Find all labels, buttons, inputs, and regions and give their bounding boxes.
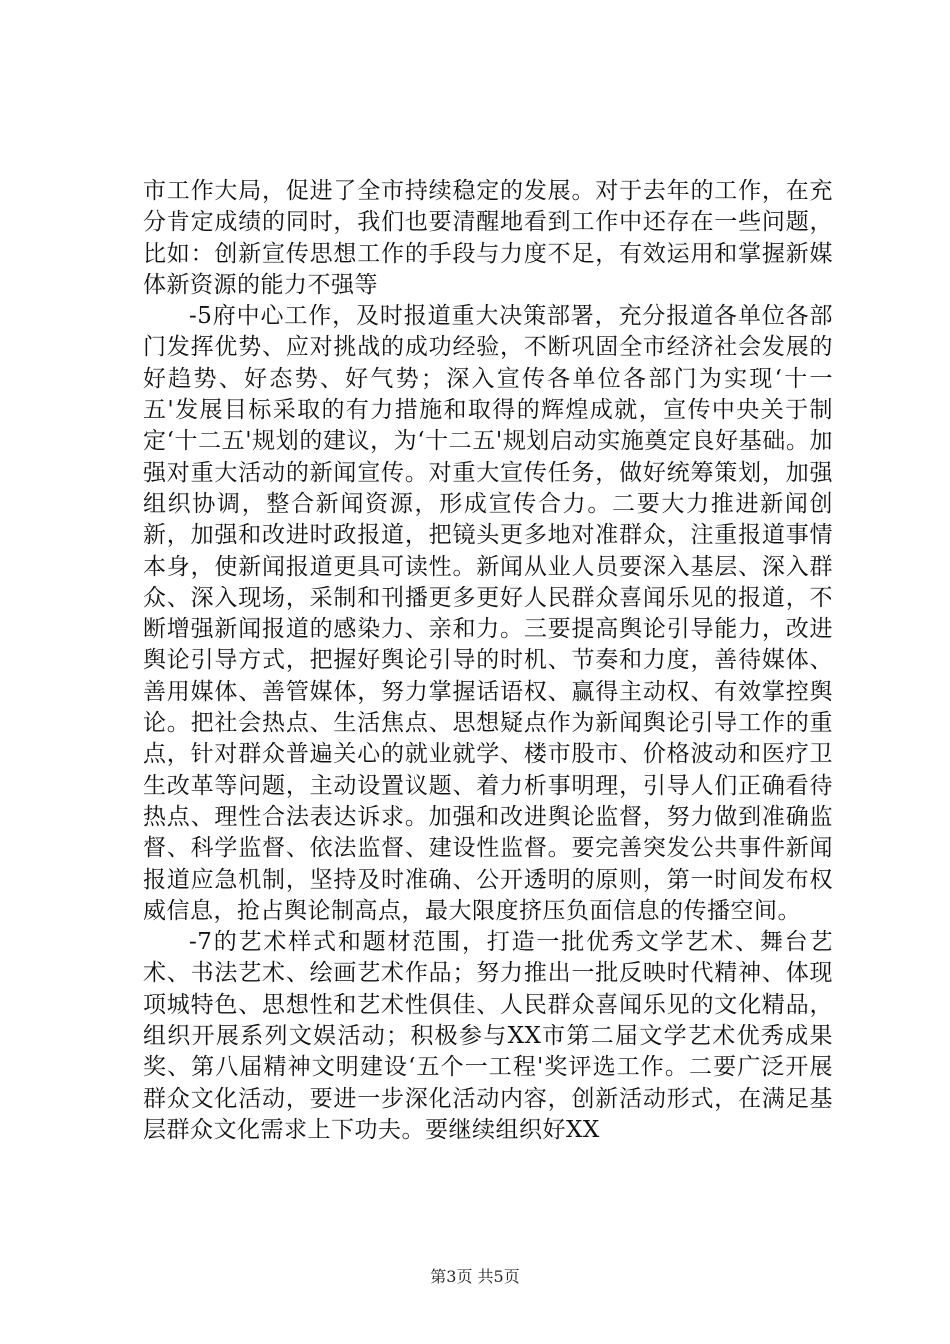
paragraph-1: 市工作大局，促进了全市持续稳定的发展。对于去年的工作，在充分肯定成绩的同时，我们也要清醒地看到工作中还存在一些问题，比如：创新宣传思想工作的手段与力度不足，有效运用和掌握新媒体新资源的能力不强等 (143, 178, 833, 298)
paragraph-3: -7的艺术样式和题材范围，打造一批优秀文学艺术、舞台艺术、书法艺术、绘画艺术作品；努力推出一批反映时代精神、体现项城特色、思想性和艺术性俱佳、人民群众喜闻乐见的文化精品，组织开展系列文娱活动；积极参与XX市第二届文学艺术优秀成果奖、第八届精神文明建设‘五个一工程'奖评选工作。二要广泛开展群众文化活动，要进一步深化活动内容，创新活动形式，在满足基层群众文化需求上下功夫。要继续组织好XX (143, 929, 833, 1143)
body-text (143, 176, 833, 1146)
page-number: 第3页 共5页 (430, 1267, 520, 1286)
paragraph-2: -5府中心工作，及时报道重大决策部署，充分报道各单位各部门发挥优势、应对挑战的成功经验，不断巩固全市经济社会发展的好趋势、好态势、好气势；深入宣传各单位各部门为实现‘十一五'发展目标采取的有力措施和取得的辉煌成就，宣传中央关于制定‘十二五'规划的建议，为‘十二五'规划启动实施奠定良好基础。加强对重大活动的新闻宣传。对重大宣传任务，做好统筹策划，加强组织协调，整合新闻资源，形成宣传合力。二要大力推进新闻创新，加强和改进时政报道，把镜头更多地对准群众，注重报道事情本身，使新闻报道更具可读性。新闻从业人员要深入基层、深入群众、深入现场，采制和刊播更多更好人民群众喜闻乐见的报道，不断增强新闻报道的感染力、亲和力。三要提高舆论引导能力，改进舆论引导方式，把握好舆论引导的时机、节奏和力度，善待媒体、善用媒体、善管媒体，努力掌握话语权、赢得主动权、有效掌控舆论。把社会热点、生活焦点、思想疑点作为新闻舆论引导工作的重点，针对群众普遍关心的就业就学、楼市股市、价格波动和医疗卫生改革等问题，主动设置议题、着力析事明理，引导人们正确看待热点、理性合法表达诉求。加强和改进舆论监督，努力做到准确监督、科学监督、依法监督、建设性监督。要完善突发公共事件新闻报道应急机制，坚持及时准确、公开透明的原则，第一时间发布权威信息，抢占舆论制高点，最大限度挤压负面信息的传播空间。 (143, 303, 833, 924)
page-footer (0, 1267, 950, 1287)
